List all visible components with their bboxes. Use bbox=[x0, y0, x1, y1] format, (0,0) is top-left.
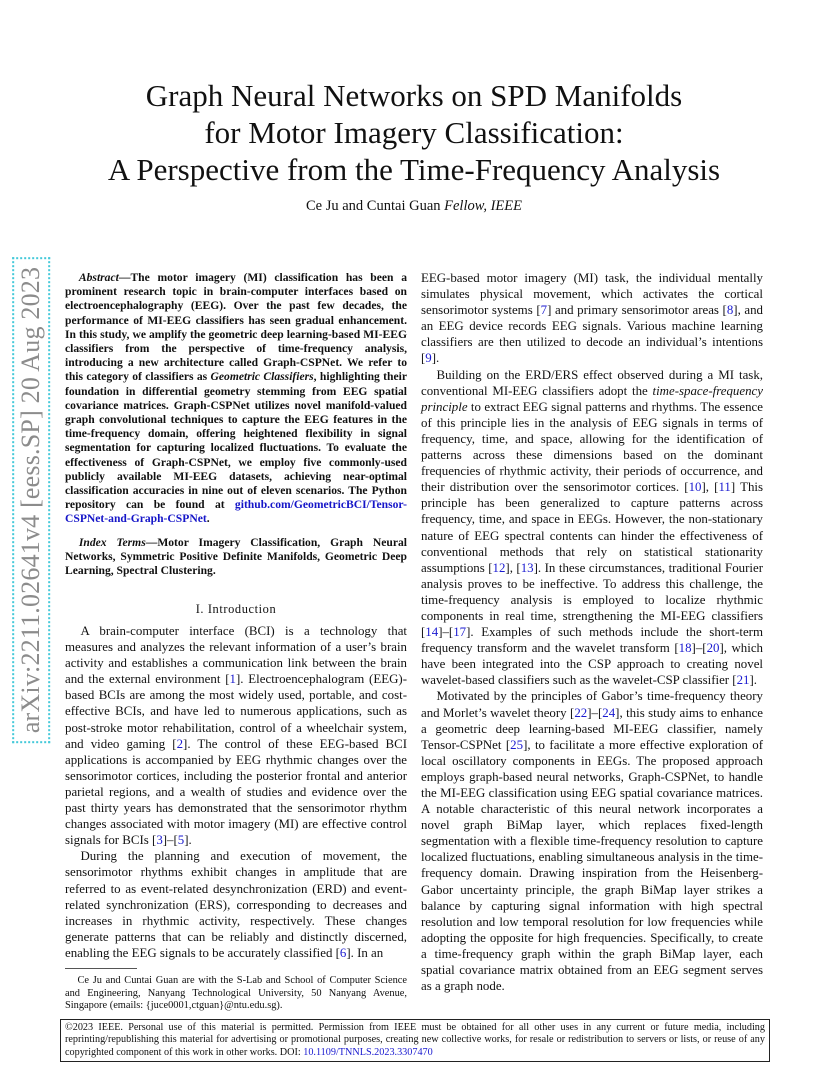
intro-left-column bbox=[65, 623, 407, 961]
intro-paragraph-4: Building on the ERD/ERS effect observed during a MI task, conventional MI-EEG classifiers adopt the time-space-frequency principle to extract EEG signal patterns and rhythms. The essence of this principle lies in the analysis of EEG signals in terms of frequency, time, and space, allowing for the identification of patterns across these dimensions based on the dominant frequencies of rhythmic activity, their periods of occurrence, and their distribution over the sensorimotor cortices. [10], [11] This principle has been generalized to capture patterns across frequency, time, and space in EEGs. However, the non-stationary nature of EEG spectral contents can hinder the effectiveness of conventional methods that rely on statistical stationarity assumptions [12], [13]. In these circumstances, traditional Fourier analysis proves to be ineffective. To address this challenge, the time-frequency analysis is employed to localize rhythmic components in real time, strengthening the MI-EEG classifiers [14]–[17]. Examples of such methods include the short-term frequency transform and the wavelet transform [18]–[20], which have been integrated into the CSP approach to creating novel wavelet-based classifiers such as the wavelet-CSP classifier [21]. bbox=[421, 367, 763, 688]
section-heading: I. Introduction bbox=[195, 602, 277, 616]
repository-link[interactable]: github.com/GeometricBCI/Tensor-CSPNet-and-Graph-CSPNet bbox=[65, 498, 407, 526]
citation-link[interactable]: 8 bbox=[726, 303, 734, 318]
abstract bbox=[65, 271, 407, 527]
intro-paragraph-2: During the planning and execution of movement, the sensorimotor rhythms exhibit changes in amplitude that are referred to as event-related desynchronization (ERD) and event-related synchronization (ERS), corresponding to decreases and increases in rhythmic activity, respectively. These changes generate patterns that can be reliably and distinctly discerned, enabling the EEG signals to be accurately classified [6]. In an bbox=[65, 849, 407, 960]
citation-link[interactable]: 20 bbox=[706, 641, 720, 656]
title-line-3: A Perspective from the Time-Frequency Analysis bbox=[107, 152, 721, 187]
title-line-2: for Motor Imagery Classification: bbox=[204, 115, 624, 150]
index-terms-text: —Motor Imagery Classification, Graph Neural Networks, Symmetric Positive Definite Manifolds, Geometric Deep Learning, Spectral Clustering. bbox=[65, 536, 407, 578]
citation-link[interactable]: 17 bbox=[453, 625, 467, 640]
arxiv-identifier: arXiv:2211.02641v4 [eess.SP] 20 Aug 2023 bbox=[12, 257, 50, 743]
abstract-text-3: . bbox=[206, 512, 210, 526]
citation-link[interactable]: 14 bbox=[425, 625, 439, 640]
citation-link[interactable]: 10 bbox=[688, 480, 702, 495]
citation-link[interactable]: 18 bbox=[678, 641, 692, 656]
copyright-text: ©2023 IEEE. Personal use of this material is permitted. Permission from IEEE must be obtained for all other uses in any current or future media, including reprinting/republishing this material for advertising or promotional purposes, creating new collective works, for resale or redistribution to servers or lists, or reuse of any copyrighted component of this work in other works. DOI: bbox=[65, 1022, 765, 1058]
paper-title bbox=[60, 77, 768, 188]
citation-link[interactable]: 22 bbox=[574, 705, 588, 720]
index-terms-label: Index Terms bbox=[78, 536, 146, 549]
intro-right-column bbox=[421, 270, 763, 994]
doi-link[interactable]: 10.1109/TNNLS.2023.3307470 bbox=[303, 1046, 433, 1058]
citation-link[interactable]: 13 bbox=[520, 560, 534, 575]
citation-link[interactable]: 9 bbox=[425, 351, 432, 366]
intro-paragraph-5: Motivated by the principles of Gabor’s time-frequency theory and Morlet’s wavelet theory [22]–[24], this study aims to enhance a geometric deep learning-based MI-EEG classifier, namely Tensor-CSPNet [25], to facilitate a more effective exploration of local oscillatory components in EEGs. The proposed approach employs graph-based neural networks, Graph-CSPNet, to handle the MI-EEG classification using EEG spatial covariance matrices. A notable characteristic of this neural network incorporates a novel graph BiMap layer, which replaces fixed-length segmentation with a flexible time-frequency resolution to capture localized fluctuations, enabling simultaneous analysis in the time-frequency domain. Drawing inspiration from the Heisenberg-Gabor uncertainty principle, the graph BiMap layer strikes a balance by capturing signal information with high spectral resolution and low temporal resolution for low frequencies while adopting the opposite for high frequencies. Specifically, to create a time-frequency graph within the graph BiMap layer, each spatial covariance matrix obtained from an EEG segment serves as a graph node. bbox=[421, 689, 763, 994]
abstract-text-1: —The motor imagery (MI) classification has been a prominent research topic in brain-computer interfaces based on electroencephalography (EEG). Over the past few decades, the performance of MI-EEG classifiers has seen gradual enhancement. In this study, we amplify the geometric deep learning-based MI-EEG classifiers from the perspective of time-frequency analysis, introducing a new architecture called Graph-CSPNet. We refer to this category of classifiers as bbox=[65, 271, 407, 384]
intro-paragraph-3: EEG-based motor imagery (MI) task, the individual mentally simulates physical movement, which activates the cortical sensorimotor systems [7] and primary sensorimotor areas [8], and an EEG device records EEG signals. Various machine learning classifiers are then utilized to decode an individual’s intentions [9]. bbox=[421, 271, 764, 366]
abstract-label: Abstract bbox=[78, 271, 119, 284]
abstract-text-2: , highlighting their foundation in differential geometry stemming from EEG spatial covariance matrices. Graph-CSPNet utilizes novel manifold-valued graph convolutional techniques to capture the EEG features in the time-frequency domain, offering heightened flexibility in signal segmentation for capturing localized fluctuations. To evaluate the effectiveness of Graph-CSPNet, we employ five commonly-used publicly available MI-EEG datasets, achieving near-optimal classification accuracies in nine out of eleven scenarios. The Python repository can be found at bbox=[65, 370, 407, 512]
footnote: Ce Ju and Cuntai Guan are with the S-Lab and School of Computer Science and Engineering, Nanyang Technological University, 50 Nanyang Avenue, Singapore (emails: {juce0001,ctguan}@ntu.edu.sg). bbox=[65, 975, 407, 1012]
citation-link[interactable]: 2 bbox=[176, 736, 184, 751]
copyright-notice bbox=[60, 1019, 770, 1062]
citation-link[interactable]: 7 bbox=[540, 303, 548, 318]
citation-link[interactable]: 1 bbox=[229, 672, 236, 687]
footnote-rule bbox=[65, 968, 137, 969]
citation-link[interactable]: 12 bbox=[492, 560, 506, 575]
citation-link[interactable]: 3 bbox=[156, 833, 163, 848]
author-names: Ce Ju and Cuntai Guan bbox=[306, 198, 441, 214]
citation-link[interactable]: 24 bbox=[602, 705, 616, 720]
author-affiliation: Fellow, IEEE bbox=[444, 198, 522, 214]
citation-link[interactable]: 5 bbox=[177, 833, 185, 848]
author-line bbox=[60, 198, 768, 215]
title-line-1: Graph Neural Networks on SPD Manifolds bbox=[145, 78, 683, 113]
citation-link[interactable]: 25 bbox=[510, 737, 524, 752]
abstract-term: Geometric Classifiers bbox=[210, 370, 314, 384]
arxiv-stamp bbox=[3, 250, 59, 750]
citation-link[interactable]: 21 bbox=[736, 673, 750, 688]
intro-paragraph-1: A brain-computer interface (BCI) is a technology that measures and analyzes the relevant information of a user’s brain activity and establishes a communication link between the brain and the external environment [1]. Electroencephalogram (EEG)-based BCIs are among the most widely used, portable, and cost-effective BCIs, and have led to numerous applications, such as post-stroke motor rehabilitation, control of a wheelchair system, and video gaming [2]. The control of these EEG-based BCI applications is accompanied by EEG rhythmic changes over the sensorimotor cortices, including the posterior frontal and anterior parietal regions, and a wealth of studies and evidence over the past thirty years has demonstrated that the sensorimotor rhythm changes associated with motor imagery (MI) are effective control signals for BCIs [3]–[5]. bbox=[65, 624, 407, 848]
citation-link[interactable]: 11 bbox=[718, 480, 731, 495]
index-terms bbox=[65, 536, 407, 579]
citation-link[interactable]: 6 bbox=[339, 945, 347, 960]
